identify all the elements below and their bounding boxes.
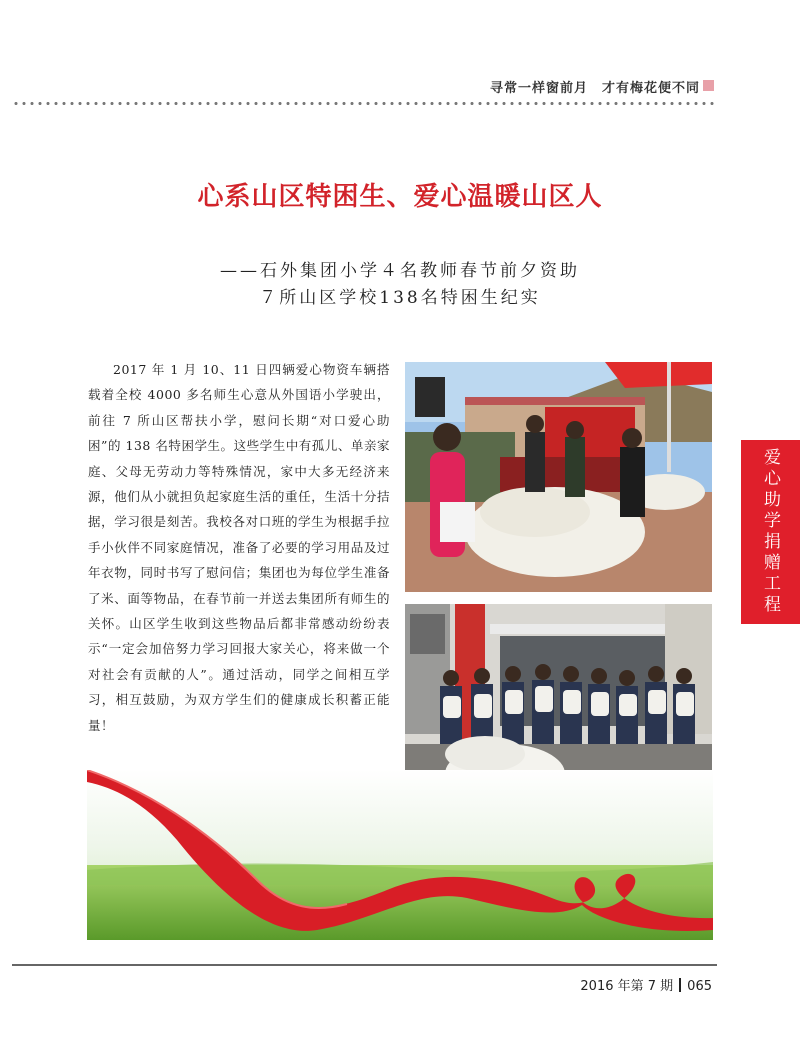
issue-label: 2016 年第 7 期 [580, 979, 674, 994]
article-subtitle-line1: ——石外集团小学４名教师春节前夕资助 [220, 261, 580, 281]
footer-separator [679, 978, 681, 992]
article-subtitle-line2: ７所山区学校138名特困生纪实 [259, 288, 541, 308]
article-title: 心系山区特困生、爱心温暖山区人 [197, 182, 603, 212]
article-body: 2017 年 1 月 10、11 日四辆爱心物资车辆搭载着全校 4000 多名师生心意从外国语小学驶出，前往 7 所山区帮扶小学，慰问长期“对口爱心助困”的 138 名特困学生。这些学生中有孤儿、单亲家庭、父母无劳动力等特殊情况，家中大多无经济来源，他们从小就担负起家庭生活的重任，生活十分拮据，学习很是刻苦。我校各对口班的学生为根据手拉手小伙伴不同家庭情况，准备了必要的学习用品及过年衣物，同时书写了慰问信；集团也为每位学生准备了米、面等物品，在春节前一并送去集团所有师生的关怀。山区学生收到这些物品后都非常感动纷纷表示“一定会加倍努力学习回报大家关心，将来做一个对社会有贡献的人”。通过活动，同学之间相互学习，相互鼓励，为双方学生们的健康成长积蓄正能量！ [88, 362, 390, 733]
header-square-mark [703, 80, 714, 91]
section-side-tab: 爱心助学捐赠工程 [741, 440, 800, 624]
meadow-ribbon-banner [87, 770, 713, 940]
header-dotted-rule [12, 101, 716, 106]
header-slogan: 寻常一样窗前月 才有梅花便不同 [489, 81, 700, 96]
photo-truck-distribution [405, 362, 712, 592]
page-footer [580, 975, 712, 994]
page-number: 065 [687, 979, 712, 994]
footer-rule [12, 964, 717, 966]
